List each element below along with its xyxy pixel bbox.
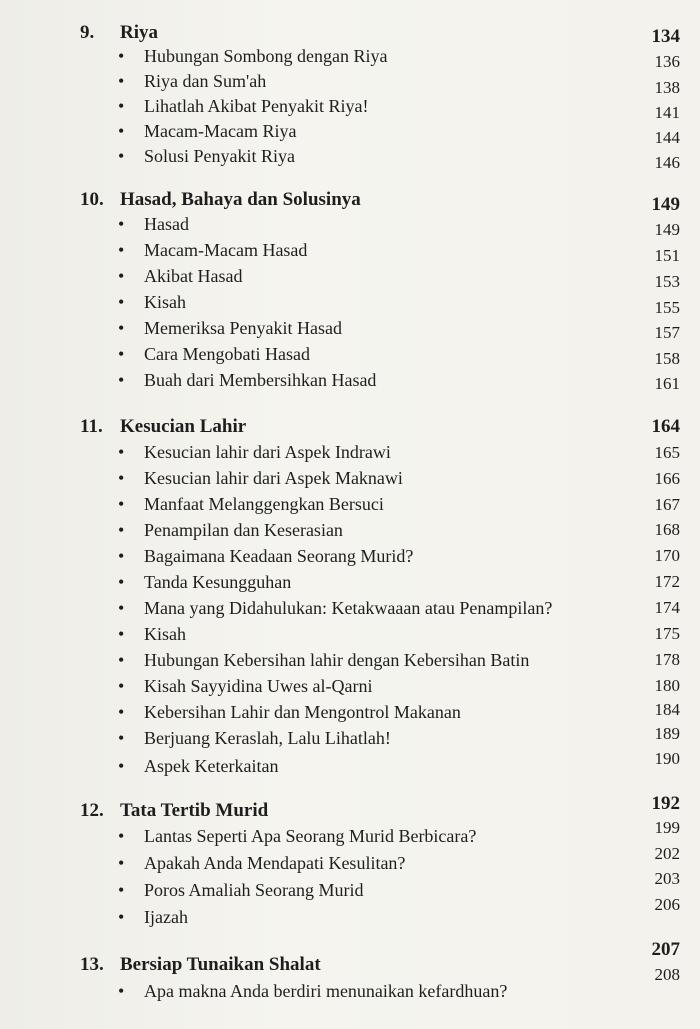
- toc-item: [118, 520, 680, 544]
- toc-item-title: Kesucian lahir dari Aspek Indrawi: [144, 442, 391, 462]
- toc-item-page: 190: [654, 749, 680, 768]
- chapter-number: 12.: [80, 800, 104, 821]
- toc-item-page: 199: [654, 818, 680, 837]
- bullet: •: [118, 468, 125, 488]
- bullet: •: [118, 71, 125, 91]
- chapter-heading: [80, 939, 680, 980]
- toc-item-title: Mana yang Didahulukan: Ketakwaaan atau Penampilan?: [144, 598, 553, 618]
- bullet: •: [118, 121, 125, 141]
- chapter-page-number: 164: [651, 416, 680, 437]
- toc-item-title: Aspek Keterkaitan: [144, 756, 279, 776]
- toc-item: [118, 121, 680, 145]
- toc-item-title: Akibat Hasad: [144, 266, 243, 286]
- bullet: •: [118, 880, 125, 900]
- toc-item: [118, 844, 680, 877]
- bullet: •: [118, 546, 125, 566]
- bullet: •: [118, 572, 125, 592]
- chapter-heading: [80, 416, 680, 442]
- toc-item-page: 203: [654, 869, 680, 888]
- bullet: •: [118, 907, 125, 927]
- toc-item-page: 202: [654, 844, 680, 863]
- toc-item-page: 172: [654, 572, 680, 591]
- bullet: •: [118, 344, 125, 364]
- toc-item-page: 151: [654, 246, 680, 265]
- toc-item-title: Lihatlah Akibat Penyakit Riya!: [144, 96, 369, 116]
- chapter-page-number: 134: [651, 26, 680, 47]
- toc-item-title: Macam-Macam Hasad: [144, 240, 308, 260]
- toc-item-title: Riya dan Sum'ah: [144, 71, 267, 91]
- toc-item-page: 208: [654, 965, 680, 984]
- toc-item-page: 189: [654, 724, 680, 743]
- bullet: •: [118, 442, 125, 462]
- chapter-page-number: 192: [651, 793, 680, 814]
- toc-item-title: Macam-Macam Riya: [144, 121, 297, 141]
- toc-item: [118, 96, 680, 120]
- toc-item-page: 146: [654, 153, 680, 172]
- bullet: •: [118, 146, 125, 166]
- toc-item-title: Solusi Penyakit Riya: [144, 146, 296, 166]
- toc-item-title: Memeriksa Penyakit Hasad: [144, 318, 342, 338]
- bullet: •: [118, 46, 125, 66]
- toc-item: [118, 818, 680, 850]
- toc-item: [118, 724, 680, 752]
- toc-item-title: Kisah: [144, 292, 186, 312]
- bullet: •: [118, 214, 125, 234]
- toc-item-page: 144: [654, 128, 680, 147]
- toc-item-page: 178: [654, 650, 680, 669]
- toc-item: [118, 292, 680, 316]
- toc-item-page: 170: [654, 546, 680, 565]
- toc-item: [118, 572, 680, 596]
- bullet: •: [118, 650, 125, 670]
- chapter-page-number: 207: [651, 939, 680, 960]
- toc-item-page: 136: [654, 52, 680, 71]
- toc-item-title: Kisah: [144, 624, 186, 644]
- toc-item-page: 174: [654, 598, 680, 617]
- toc-item-title: Kebersihan Lahir dan Mengontrol Makanan: [144, 702, 461, 722]
- toc-item-title: Apakah Anda Mendapati Kesulitan?: [144, 853, 406, 873]
- bullet: •: [118, 624, 125, 644]
- toc-item: [118, 869, 680, 904]
- toc-item-page: 167: [654, 495, 680, 514]
- bullet: •: [118, 266, 125, 286]
- toc-item: [118, 318, 680, 342]
- toc-item: [118, 702, 680, 726]
- toc-item-title: Buah dari Membersihkan Hasad: [144, 370, 377, 390]
- chapter-number: 11.: [80, 416, 103, 437]
- toc-item-page: 180: [654, 676, 680, 695]
- toc-item: [118, 546, 680, 570]
- toc-item-title: Kesucian lahir dari Aspek Maknawi: [144, 468, 403, 488]
- toc-item-title: Berjuang Keraslah, Lalu Lihatlah!: [144, 728, 391, 748]
- chapter-title: Kesucian Lahir: [120, 416, 247, 437]
- toc-item: [118, 71, 680, 95]
- bullet: •: [118, 240, 125, 260]
- bullet: •: [118, 826, 125, 846]
- toc-item-title: Penampilan dan Keserasian: [144, 520, 343, 540]
- toc-item-page: 155: [654, 298, 680, 317]
- toc-item: [118, 442, 680, 466]
- toc-item-title: Ijazah: [144, 907, 188, 927]
- bullet: •: [118, 676, 125, 696]
- toc-item-title: Poros Amaliah Seorang Murid: [144, 880, 364, 900]
- chapter-number: 9.: [80, 22, 95, 43]
- chapter-page-number: 149: [651, 194, 680, 215]
- toc-item-title: Tanda Kesungguhan: [144, 572, 292, 592]
- toc-item-page: 165: [654, 443, 680, 462]
- toc-item-title: Hubungan Kebersihan lahir dengan Kebersihan Batin: [144, 650, 530, 670]
- toc-item: [118, 240, 680, 264]
- toc-item: [118, 468, 680, 492]
- toc-item: [118, 624, 680, 648]
- toc-item-page: 141: [654, 103, 680, 122]
- toc-item-page: 206: [654, 895, 680, 914]
- chapter-title: Tata Tertib Murid: [120, 800, 269, 821]
- chapter-heading: [80, 793, 680, 826]
- toc-item-page: 158: [654, 349, 680, 368]
- bullet: •: [118, 702, 125, 722]
- toc-item-page: 149: [654, 220, 680, 239]
- toc-item-title: Kisah Sayyidina Uwes al-Qarni: [144, 676, 373, 696]
- toc-item: [118, 749, 680, 780]
- chapter-heading: [80, 189, 680, 215]
- toc-item: [118, 598, 680, 622]
- toc-item-page: 168: [654, 520, 680, 539]
- toc-item: [118, 494, 680, 518]
- toc-item: [118, 895, 680, 931]
- toc-item-title: Manfaat Melanggengkan Bersuci: [144, 494, 384, 514]
- bullet: •: [118, 292, 125, 312]
- toc-item-title: Apa makna Anda berdiri menunaikan kefardhuan?: [144, 981, 508, 1001]
- chapter-heading: [80, 22, 680, 48]
- toc-item-page: 175: [654, 624, 680, 643]
- toc-item-title: Hubungan Sombong dengan Riya: [144, 46, 388, 66]
- toc-item: [118, 46, 680, 70]
- toc-item-title: Hasad: [144, 214, 189, 234]
- bullet: •: [118, 598, 125, 618]
- bullet: •: [118, 981, 125, 1001]
- chapter-title: Hasad, Bahaya dan Solusinya: [120, 189, 361, 210]
- toc-item-page: 166: [654, 469, 680, 488]
- chapter-number: 10.: [80, 189, 104, 210]
- chapter-title: Bersiap Tunaikan Shalat: [120, 954, 321, 975]
- toc-item: [118, 965, 680, 1005]
- toc-item: [118, 146, 680, 170]
- bullet: •: [118, 370, 125, 390]
- toc-item: [118, 214, 680, 238]
- toc-item-page: 153: [654, 272, 680, 291]
- bullet: •: [118, 318, 125, 338]
- toc-item: [118, 266, 680, 290]
- bullet: •: [118, 520, 125, 540]
- toc-item: [118, 344, 680, 368]
- toc-item-title: Lantas Seperti Apa Seorang Murid Berbicara?: [144, 826, 477, 846]
- chapter-number: 13.: [80, 954, 104, 975]
- toc-item-page: 157: [654, 323, 680, 342]
- chapter-title: Riya: [120, 22, 158, 43]
- toc-item-title: Cara Mengobati Hasad: [144, 344, 310, 364]
- toc-item-page: 161: [654, 374, 680, 393]
- bullet: •: [118, 853, 125, 873]
- bullet: •: [118, 728, 125, 748]
- bullet: •: [118, 494, 125, 514]
- toc-item-page: 184: [654, 700, 680, 719]
- toc-item-title: Bagaimana Keadaan Seorang Murid?: [144, 546, 414, 566]
- toc-item: [118, 676, 680, 700]
- bullet: •: [118, 756, 125, 776]
- toc-item-page: 138: [654, 78, 680, 97]
- toc-item: [118, 650, 680, 674]
- toc-item: [118, 370, 680, 394]
- bullet: •: [118, 96, 125, 116]
